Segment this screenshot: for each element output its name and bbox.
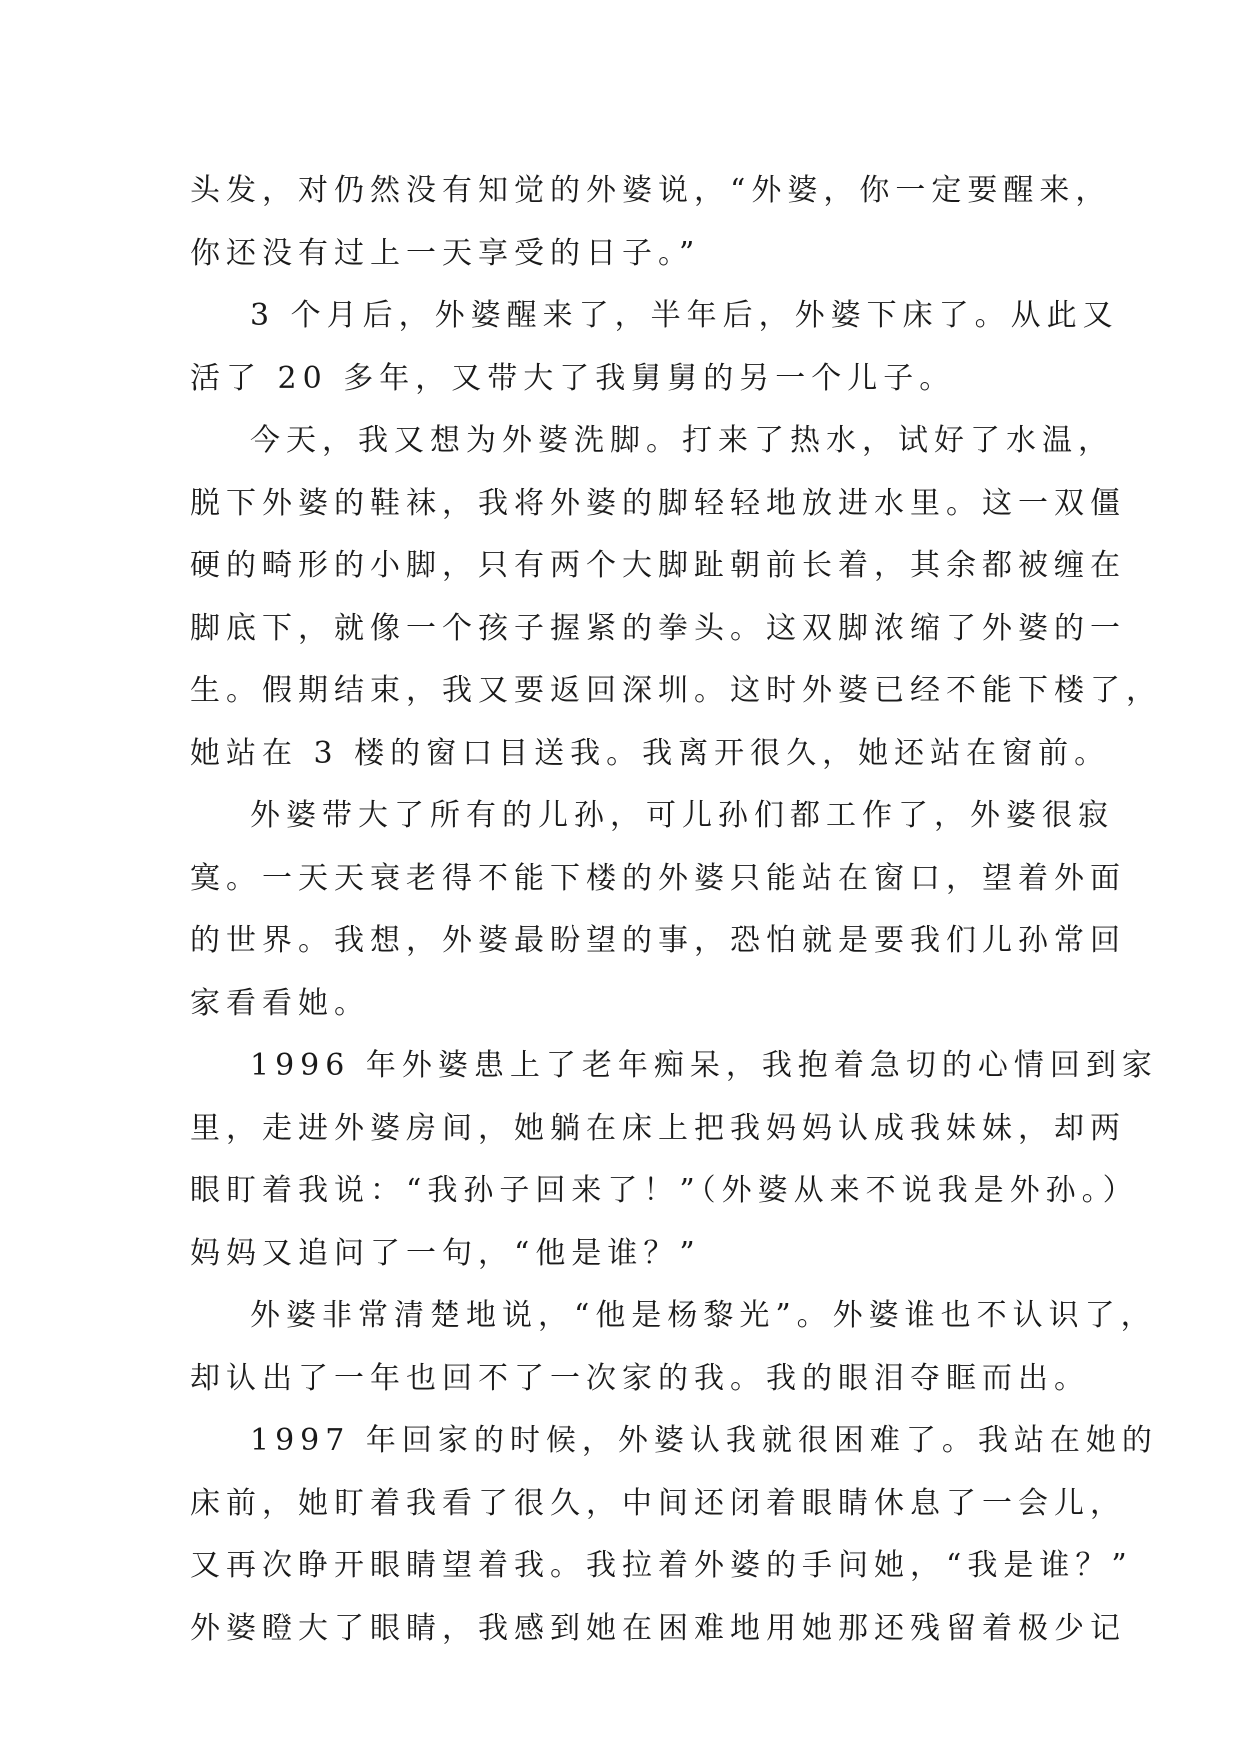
text-line: 1997 年回家的时候，外婆认我就很困难了。我站在她的 [250,1423,1158,1458]
text-line: 眼盯着我说：“我孙子回来了！”（外婆从来不说我是外孙。） [190,1173,1139,1208]
text-line: 脚底下，就像一个孩子握紧的拳头。这双脚浓缩了外婆的一 [190,610,1126,646]
text-line: 脱下外婆的鞋袜，我将外婆的脚轻轻地放进水里。这一双僵 [190,485,1126,521]
text-line: 床前，她盯着我看了很久，中间还闭着眼睛休息了一会儿， [190,1485,1126,1521]
text-line: 你还没有过上一天享受的日子。” [190,235,701,271]
text-line: 寞。一天天衰老得不能下楼的外婆只能站在窗口，望着外面 [190,860,1126,896]
text-line: 外婆带大了所有的儿孙，可儿孙们都工作了，外婆很寂 [250,798,1114,833]
text-line: 的世界。我想，外婆最盼望的事，恐怕就是要我们儿孙常回 [190,923,1126,958]
text-line: 硬的畸形的小脚，只有两个大脚趾朝前长着，其余都被缠在 [190,548,1126,583]
text-line: 妈妈又追问了一句，“他是谁？” [190,1235,701,1271]
text-line: 3 个月后，外婆醒来了，半年后，外婆下床了。从此又 [250,298,1119,333]
text-line: 1996 年外婆患上了老年痴呆，我抱着急切的心情回到家 [250,1048,1158,1083]
text-line: 今天，我又想为外婆洗脚。打来了热水，试好了水温， [250,423,1114,458]
text-line: 外婆非常清楚地说，“他是杨黎光”。外婆谁也不认识了， [250,1298,1157,1333]
text-line: 却认出了一年也回不了一次家的我。我的眼泪夺眶而出。 [190,1360,1090,1396]
text-line: 又再次睁开眼睛望着我。我拉着外婆的手问她，“我是谁？” [190,1548,1133,1583]
text-line: 家看看她。 [190,985,370,1021]
body-text [190,160,1162,1660]
text-line: 生。假期结束，我又要返回深圳。这时外婆已经不能下楼了， [190,673,1162,708]
text-line: 头发，对仍然没有知觉的外婆说，“外婆，你一定要醒来， [190,173,1112,208]
text-line: 里，走进外婆房间，她躺在床上把我妈妈认成我妹妹，却两 [190,1110,1126,1146]
text-line: 她站在 3 楼的窗口目送我。我离开很久，她还站在窗前。 [190,735,1111,771]
text-line: 活了 20 多年，又带大了我舅舅的另一个儿子。 [190,360,956,396]
text-line: 外婆瞪大了眼睛，我感到她在困难地用她那还残留着极少记 [190,1610,1126,1646]
